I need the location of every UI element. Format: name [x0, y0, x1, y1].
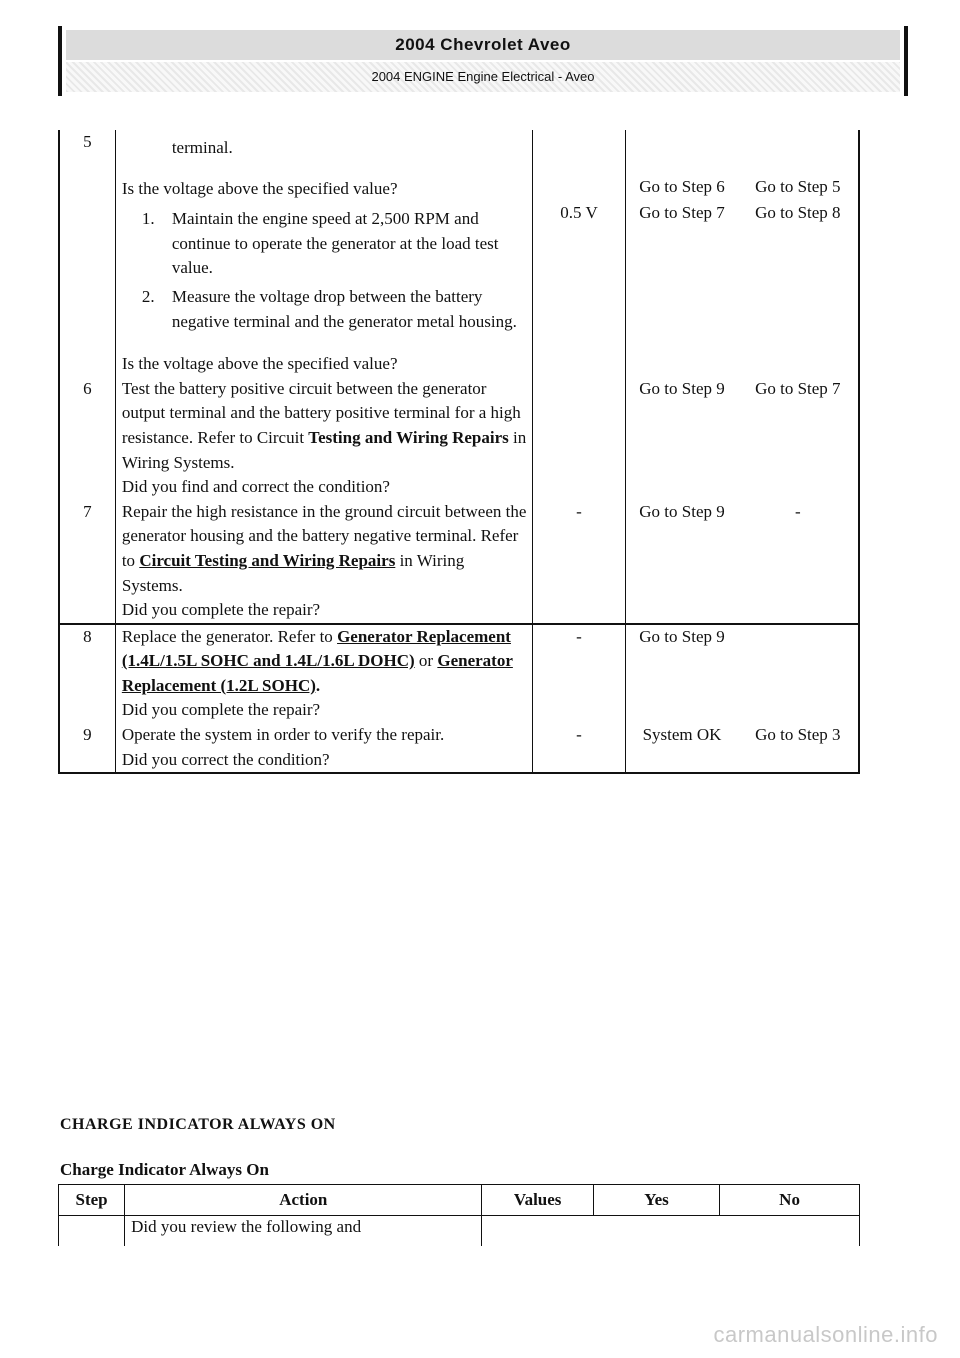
- section-title: CHARGE INDICATOR ALWAYS ON: [60, 1116, 336, 1133]
- no-cell: Go to Step 7: [738, 377, 859, 500]
- value-cell: -: [532, 500, 626, 624]
- column-header-step: Step: [59, 1185, 125, 1216]
- action-text: in Wiring Systems.: [121, 550, 465, 595]
- value-cell: [532, 130, 626, 201]
- action-question: Is the voltage above the specified value?: [121, 354, 398, 374]
- action-cell: [115, 723, 532, 773]
- action-question: Did you find and correct the condition?: [121, 477, 390, 497]
- step-cell: [59, 1216, 125, 1247]
- action-text: Test the battery positive circuit between the generator output terminal and the battery positive terminal for a high resistance. Refer to Circuit: [121, 378, 521, 447]
- value-cell: -: [532, 624, 626, 723]
- step-number: 5: [59, 130, 115, 377]
- step-number: 8: [59, 624, 115, 723]
- header-left-border: [58, 26, 62, 96]
- table-title: Charge Indicator Always On: [60, 1160, 269, 1179]
- watermark: carmanualsonline.info: [713, 1322, 938, 1347]
- table-row: [59, 1216, 860, 1247]
- no-cell: Go to Step 3: [738, 723, 859, 773]
- diagnostic-steps-table: [58, 130, 860, 774]
- yes-cell: System OK: [626, 723, 738, 773]
- column-header-yes: Yes: [593, 1185, 719, 1216]
- no-cell: Go to Step 8: [738, 201, 859, 377]
- action-cell: [115, 500, 532, 624]
- no-cell: Go to Step 5: [738, 130, 859, 201]
- action-text: .: [315, 675, 321, 695]
- value-cell: 0.5 V: [532, 201, 626, 377]
- values-cell: [482, 1216, 860, 1247]
- action-cell: Did you review the following and: [125, 1216, 482, 1247]
- table-header-row: [59, 1185, 860, 1216]
- action-question: Did you complete the repair?: [121, 700, 321, 720]
- charge-indicator-table: [58, 1184, 860, 1246]
- yes-cell: Go to Step 9: [639, 501, 725, 521]
- yes-cell: Go to Step 7: [639, 203, 725, 223]
- list-item: [122, 285, 528, 334]
- document-title: 2004 Chevrolet Aveo: [66, 30, 900, 60]
- substep-list: [122, 207, 528, 334]
- generator-replacement-link[interactable]: Generator Replacement (1.4L/1.5L SOHC and 1.4L/1.6L DOHC): [121, 626, 511, 671]
- circuit-testing-link[interactable]: Testing and Wiring Repairs: [308, 427, 509, 447]
- action-text: terminal.: [171, 138, 233, 157]
- value-cell: -: [532, 723, 626, 773]
- table-row: [59, 624, 859, 723]
- table-row: [59, 130, 859, 201]
- page-header: [58, 26, 908, 96]
- action-text: or: [418, 651, 434, 671]
- yes-cell: Go to Step 9: [639, 378, 725, 398]
- action-text: Operate the system in order to verify the repair.: [121, 725, 445, 745]
- action-text: Replace the generator. Refer to: [121, 626, 333, 646]
- table-row: [59, 723, 859, 773]
- action-question: Is the voltage above the specified value?: [121, 178, 398, 198]
- action-cell: [115, 624, 532, 723]
- circuit-testing-link[interactable]: Circuit Testing and Wiring Repairs: [139, 550, 396, 570]
- no-cell: -: [738, 500, 859, 624]
- table-row: [59, 500, 859, 624]
- yes-cell: Go to Step 9: [626, 624, 738, 723]
- column-header-values: Values: [482, 1185, 593, 1216]
- column-header-no: No: [720, 1185, 860, 1216]
- table-row: [59, 201, 859, 377]
- action-text: Repair the high resistance in the ground circuit between the generator housing and the battery negative terminal. Refer to: [121, 501, 527, 570]
- no-cell: [738, 624, 859, 723]
- generator-replacement-link[interactable]: Generator Replacement (1.2L SOHC): [121, 651, 513, 695]
- action-question: Did you complete the repair?: [121, 600, 321, 620]
- table-row: [59, 377, 859, 500]
- step-number: 9: [59, 723, 115, 773]
- substep-number: 1.: [141, 209, 155, 229]
- value-cell: [532, 377, 626, 500]
- step-number: 6: [59, 377, 115, 500]
- action-question: Did you correct the condition?: [121, 749, 330, 769]
- action-cell: [115, 201, 532, 377]
- action-text: in Wiring Systems.: [121, 427, 527, 472]
- yes-cell: Go to Step 6: [639, 176, 725, 196]
- substep-text: Maintain the engine speed at 2,500 RPM and continue to operate the generator at the load test value.: [171, 209, 499, 278]
- substep-number: 2.: [141, 286, 155, 306]
- substep-text: Measure the voltage drop between the battery negative terminal and the generator metal housing.: [171, 286, 517, 331]
- action-cell: [115, 377, 532, 500]
- step-number: 7: [59, 500, 115, 624]
- document-subtitle: 2004 ENGINE Engine Electrical - Aveo: [66, 62, 900, 92]
- action-cell: [115, 130, 532, 201]
- list-item: [122, 207, 528, 281]
- column-header-action: Action: [125, 1185, 482, 1216]
- header-right-border: [904, 26, 908, 96]
